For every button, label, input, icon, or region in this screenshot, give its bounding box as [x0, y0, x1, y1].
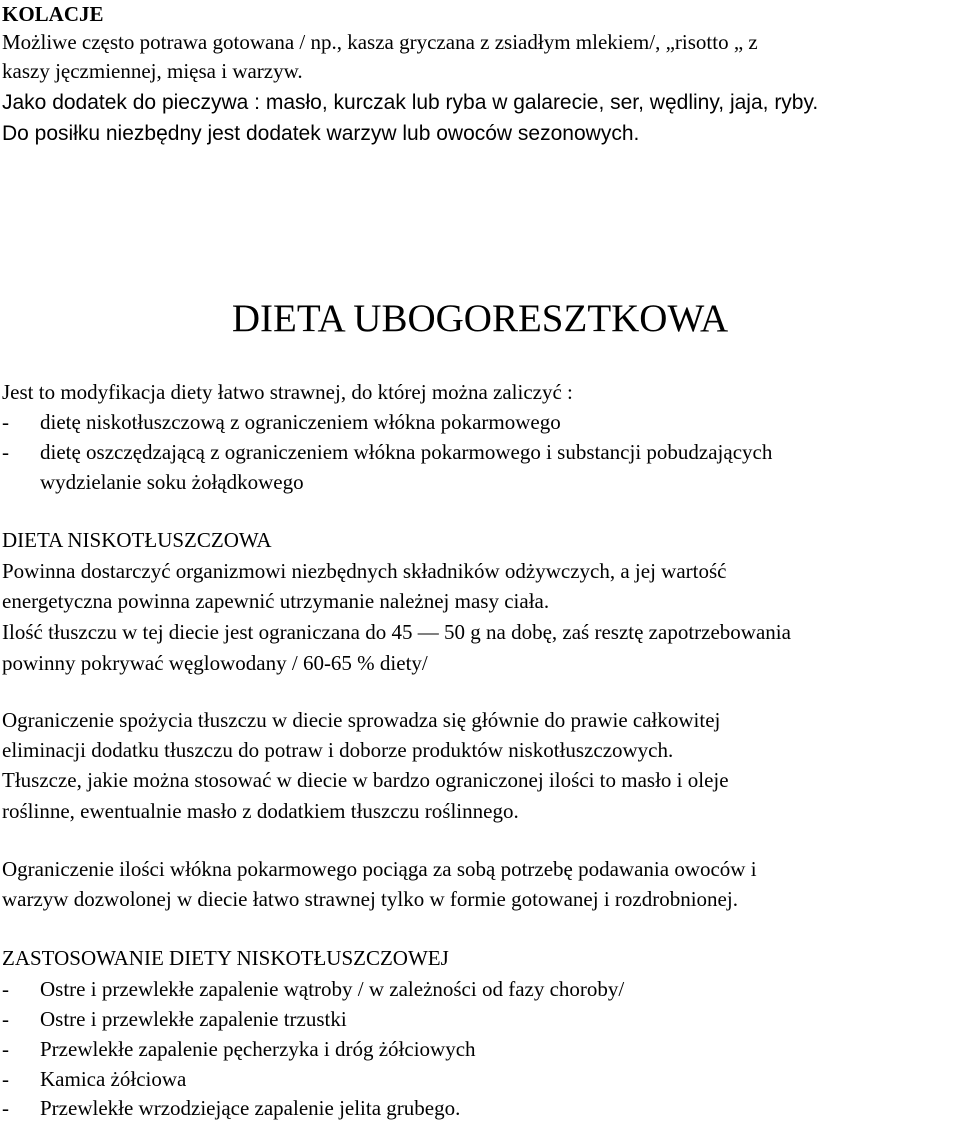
page-title: DIETA UBOGORESZTKOWA — [231, 297, 729, 340]
paragraph-line: Ograniczenie spożycia tłuszczu w diecie sprowadza się głównie do prawie całkowitej — [2, 708, 721, 732]
kolacje-line: Do posiłku niezbędny jest dodatek warzyw lub owoców sezonowych. — [2, 122, 640, 145]
intro-list-item: - dietę niskotłuszczową z ograniczeniem włókna pokarmowego — [2, 410, 561, 434]
paragraph-line: powinny pokrywać węglowodany / 60-65 % diety/ — [2, 651, 428, 675]
list-item-text: Ostre i przewlekłe zapalenie trzustki — [40, 1007, 347, 1031]
list-item-text: Przewlekłe zapalenie pęcherzyka i dróg żółciowych — [40, 1037, 476, 1061]
paragraph-line: Powinna dostarczyć organizmowi niezbędnych składników odżywczych, a jej wartość — [2, 559, 727, 583]
kolacje-line: kaszy jęczmiennej, mięsa i warzyw. — [2, 59, 303, 83]
list-item-text: Kamica żółciowa — [40, 1067, 187, 1091]
paragraph-line: Tłuszcze, jakie można stosować w diecie w bardzo ograniczonej ilości to masło i oleje — [2, 768, 729, 792]
paragraph-line: Ograniczenie ilości włókna pokarmowego pociąga za sobą potrzebę podawania owoców i — [2, 857, 757, 881]
list-item: - Ostre i przewlekłe zapalenie trzustki — [2, 1007, 347, 1031]
kolacje-line: Możliwe często potrawa gotowana / np., kasza gryczana z zsiadłym mlekiem/, „risotto „ z — [2, 30, 758, 54]
paragraph-line: roślinne, ewentualnie masło z dodatkiem tłuszczu roślinnego. — [2, 799, 519, 823]
paragraph-line: eliminacji dodatku tłuszczu do potraw i doborze produktów niskotłuszczowych. — [2, 738, 674, 762]
paragraph-line: energetyczna powinna zapewnić utrzymanie należnej masy ciała. — [2, 589, 550, 613]
list-item: - Przewlekłe zapalenie pęcherzyka i dróg żółciowych — [2, 1037, 476, 1061]
section-heading: ZASTOSOWANIE DIETY NISKOTŁUSZCZOWEJ — [2, 946, 449, 970]
list-item: - Przewlekłe wrzodziejące zapalenie jelita grubego. — [2, 1096, 461, 1120]
list-item-text: Ostre i przewlekłe zapalenie wątroby / w zależności od fazy choroby/ — [40, 977, 625, 1001]
kolacje-line: Jako dodatek do pieczywa : masło, kurczak lub ryba w galarecie, ser, wędliny, jaja, ryby. — [2, 91, 819, 114]
intro-line: Jest to modyfikacja diety łatwo strawnej, do której można zaliczyć : — [2, 380, 573, 404]
list-item: - Kamica żółciowa — [2, 1067, 187, 1091]
paragraph-line: warzyw dozwolonej w diecie łatwo strawnej tylko w formie gotowanej i rozdrobnionej. — [2, 887, 738, 911]
intro-list-item: - dietę oszczędzającą z ograniczeniem włókna pokarmowego i substancji pobudzających — [2, 440, 773, 464]
list-item-text: Przewlekłe wrzodziejące zapalenie jelita grubego. — [40, 1096, 461, 1120]
intro-list-item-text: dietę oszczędzającą z ograniczeniem włókna pokarmowego i substancji pobudzających — [40, 440, 773, 464]
intro-list-continuation: wydzielanie soku żołądkowego — [40, 470, 304, 494]
list-item: - Ostre i przewlekłe zapalenie wątroby / w zależności od fazy choroby/ — [2, 977, 625, 1001]
section-heading: DIETA NISKOTŁUSZCZOWA — [2, 528, 272, 552]
kolacje-heading: KOLACJE — [2, 2, 104, 26]
paragraph-line: Ilość tłuszczu w tej diecie jest ograniczana do 45 ― 50 g na dobę, zaś resztę zapotrzebowania — [2, 620, 791, 644]
intro-list-item-text: dietę niskotłuszczową z ograniczeniem włókna pokarmowego — [40, 410, 561, 434]
